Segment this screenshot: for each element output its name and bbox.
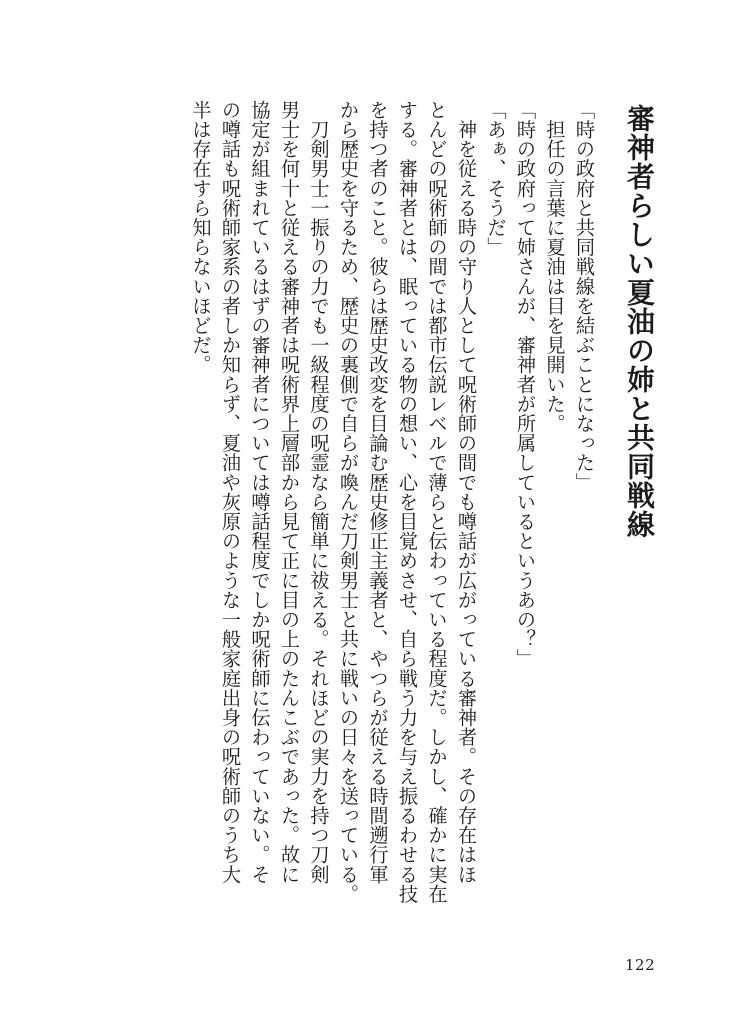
text-line: 半は存在すら知らないほどだ。 <box>189 100 213 375</box>
text-line: する。審神者とは、眠っている物の想い、心を目覚めさせ、自ら戦う力を与え振るわせる技 <box>396 100 419 904</box>
text-line: 「時の政府と共同戦線を結ぶことになった」 <box>573 100 596 492</box>
text-line: 協定が組まれているはずの審神者については噂話程度でしか呪術師に伝わっていない。そ <box>248 100 272 884</box>
page-number: 122 <box>625 956 656 974</box>
text-line: から歴史を守るため、歴史の裏側で自らが喚んだ刀剣男士と共に戦いの日々を送っている。 <box>337 100 360 904</box>
chapter-title: 審神者らしい夏油の姉と共同戦線 <box>623 104 656 539</box>
text-line: 刀剣男士一振りの力でも一級程度の呪霊なら簡単に祓える。それほどの実力を持つ刀剣 <box>307 100 331 884</box>
text-line: とんどの呪術師の間では都市伝説レベルで薄らと伝わっている程度だ。しかし、確かに実在 <box>425 100 449 904</box>
text-line: 「時の政府って姉さんが、審神者が所属しているというあの？」 <box>514 100 537 669</box>
text-line: 男士を何十と従える審神者は呪術界上層部から見て正に目の上のたんこぶであった。故に <box>278 100 301 884</box>
text-line: を持つ者のこと。彼らは歴史改変を目論む歴史修正主義者と、やつらが従える時間遡行軍 <box>366 100 390 884</box>
text-line: 神を従える時の守り人として呪術師の間でも噂話が広がっている審神者。その存在はほ <box>455 100 478 884</box>
text-line: 「あぁ、そうだ」 <box>484 100 508 257</box>
text-line: 担任の言葉に夏油は目を見開いた。 <box>543 100 567 434</box>
vertical-text-block <box>186 100 655 940</box>
text-line: の噂話も呪術師家系の者しか知らず、夏油や灰原のような一般家庭出身の呪術師のうち大 <box>219 100 242 884</box>
